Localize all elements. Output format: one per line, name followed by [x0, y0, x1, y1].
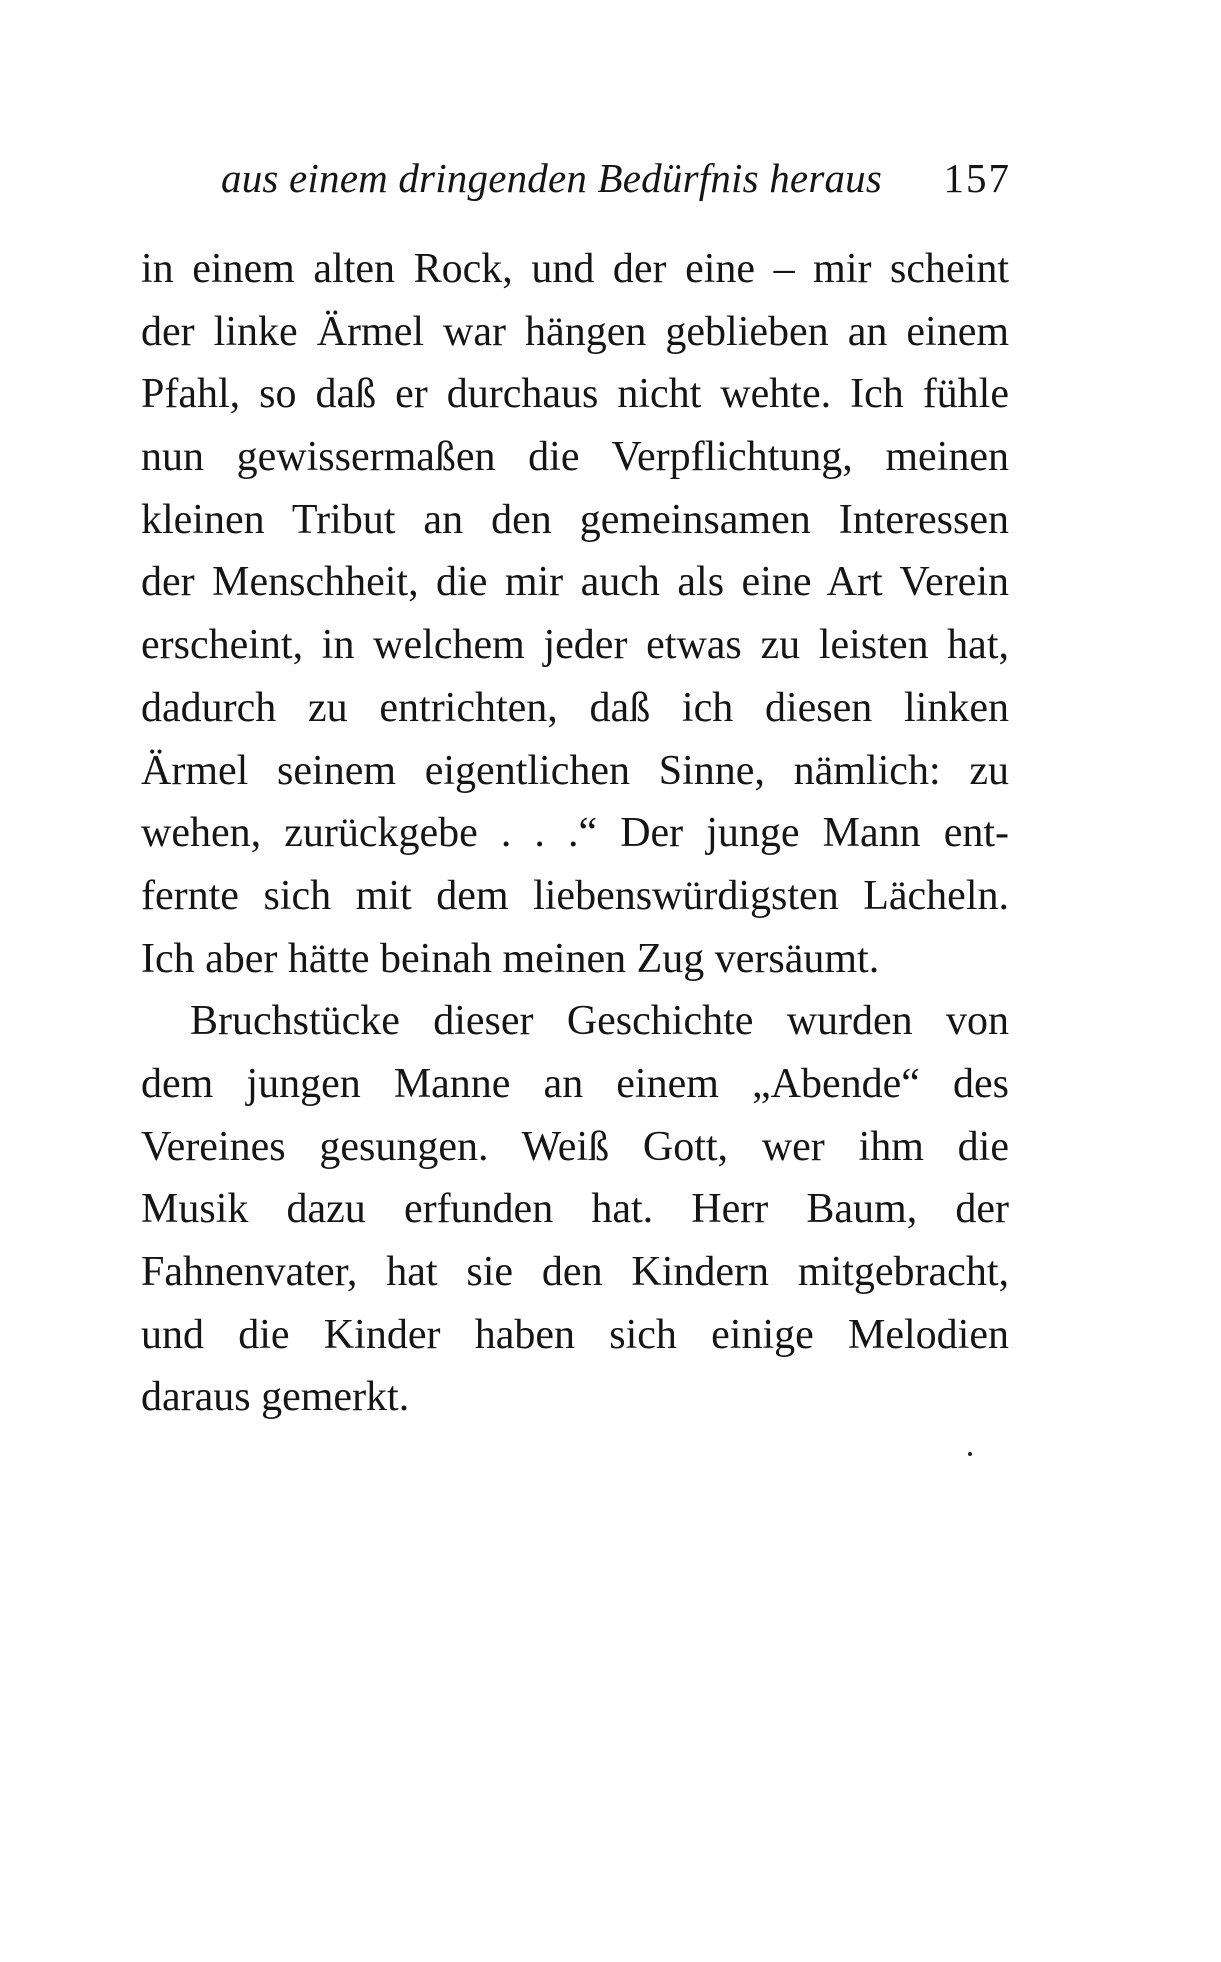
text-line: Musik dazu erfunden hat. Herr Baum, der: [141, 1186, 1009, 1233]
text-line: der Menschheit, die mir auch als eine Art Verein: [141, 559, 1009, 606]
text-line: nun gewissermaßen die Verpflichtung, meinen: [141, 434, 1009, 481]
running-title: aus einem dringenden Bedürfnis heraus: [221, 155, 883, 201]
paragraph-first-line: Bruchstücke dieser Geschichte wurden von: [190, 998, 1009, 1045]
text-line: Fahnenvater, hat sie den Kindern mitgebracht,: [141, 1249, 1009, 1295]
text-line: fernte sich mit dem liebenswürdigsten Lächeln.: [141, 872, 1009, 919]
body-text: [141, 238, 1009, 1429]
text-line: und die Kinder haben sich einige Melodien: [141, 1311, 1009, 1358]
paper-speck: [968, 1452, 972, 1456]
text-line: erscheint, in welchem jeder etwas zu leisten hat,: [141, 622, 1009, 669]
text-line: in einem alten Rock, und der eine – mir scheint: [141, 246, 1009, 292]
page-number: 157: [943, 155, 1011, 201]
text-line: dadurch zu entrichten, daß ich diesen linken: [141, 684, 1009, 731]
text-line: der linke Ärmel war hängen geblieben an einem: [141, 308, 1009, 355]
running-head: [141, 148, 1011, 208]
paragraph-end-line: Ich aber hätte beinah meinen Zug versäumt.: [141, 935, 880, 982]
text-line: Vereines gesungen. Weiß Gott, wer ihm die: [141, 1123, 1009, 1170]
text-line: Pfahl, so daß er durchaus nicht wehte. Ich fühle: [141, 371, 1009, 418]
text-line: dem jungen Manne an einem „Abende“ des: [141, 1060, 1009, 1107]
text-line: wehen, zurückgebe . . .“ Der junge Mann ent-: [141, 810, 1009, 857]
text-line: kleinen Tribut an den gemeinsamen Interessen: [141, 496, 1009, 543]
paragraph-end-line: daraus gemerkt.: [141, 1374, 410, 1421]
text-line: Ärmel seinem eigentlichen Sinne, nämlich: zu: [141, 747, 1009, 794]
